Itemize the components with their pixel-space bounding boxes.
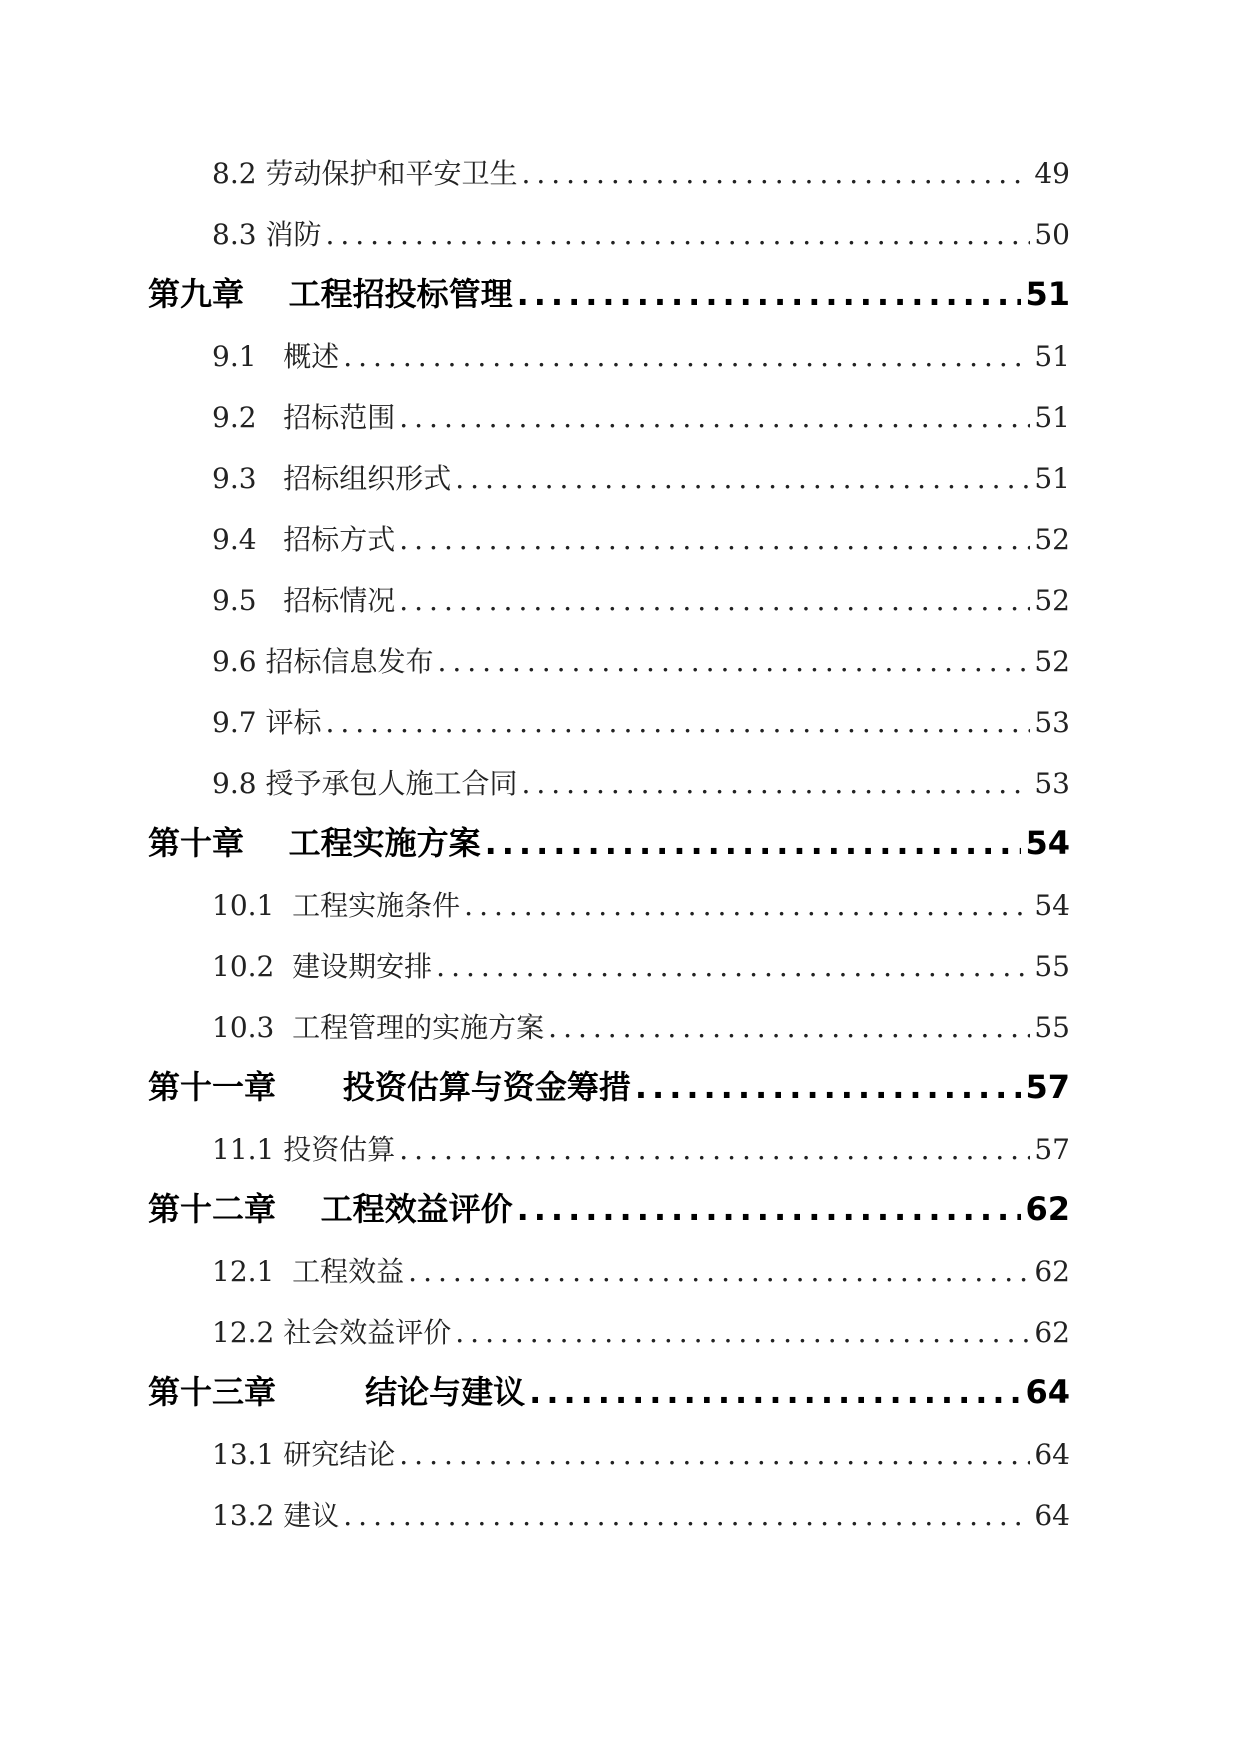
toc-chapter-label: 第十章 工程实施方案 xyxy=(148,823,481,862)
toc-entry-9-4[interactable] xyxy=(0,506,1241,567)
toc-entry-9-1[interactable] xyxy=(0,323,1241,384)
dot-leader xyxy=(521,767,1030,811)
dot-leader xyxy=(325,706,1030,750)
toc-page-number: 52 xyxy=(1034,523,1070,557)
toc-chapter-label: 第九章 工程招投标管理 xyxy=(148,274,513,313)
dot-leader xyxy=(529,1373,1021,1421)
toc-entry-label: 8.3 消防 xyxy=(212,218,322,252)
toc-page-number: 55 xyxy=(1034,950,1070,984)
toc-page-number: 57 xyxy=(1025,1067,1070,1106)
toc-entry-label: 9.8 授予承包人施工合同 xyxy=(212,767,518,801)
toc-chapter-label: 第十三章 结论与建议 xyxy=(148,1372,526,1411)
toc-entry-8-2[interactable] xyxy=(0,140,1241,201)
toc-entry-label: 9.6 招标信息发布 xyxy=(212,645,434,679)
toc-entry-label: 9.5 招标情况 xyxy=(212,584,396,618)
toc-entry-10-1[interactable] xyxy=(0,872,1241,933)
toc-entry-10-2[interactable] xyxy=(0,933,1241,994)
toc-chapter-9[interactable] xyxy=(0,262,1241,323)
toc-entry-11-1[interactable] xyxy=(0,1116,1241,1177)
toc-entry-label: 9.7 评标 xyxy=(212,706,322,740)
dot-leader xyxy=(635,1068,1022,1116)
toc-entry-label: 11.1 投资估算 xyxy=(212,1133,396,1167)
toc-entry-12-1[interactable] xyxy=(0,1238,1241,1299)
dot-leader xyxy=(399,584,1030,628)
toc-chapter-12[interactable] xyxy=(0,1177,1241,1238)
toc-entry-label: 8.2 劳动保护和平安卫生 xyxy=(212,157,518,191)
dot-leader xyxy=(399,523,1030,567)
dot-leader xyxy=(343,340,1030,384)
toc-page-number: 57 xyxy=(1034,1133,1070,1167)
toc-page-number: 54 xyxy=(1034,889,1070,923)
toc-entry-10-3[interactable] xyxy=(0,994,1241,1055)
dot-leader xyxy=(517,1190,1022,1238)
toc-entry-9-3[interactable] xyxy=(0,445,1241,506)
dot-leader xyxy=(399,1133,1030,1177)
toc-page-number: 51 xyxy=(1034,462,1070,496)
toc-page-number: 53 xyxy=(1034,767,1070,801)
dot-leader xyxy=(399,401,1030,445)
toc-chapter-13[interactable] xyxy=(0,1360,1241,1421)
toc-entry-12-2[interactable] xyxy=(0,1299,1241,1360)
toc-entry-label: 10.3 工程管理的实施方案 xyxy=(212,1011,545,1045)
table-of-contents xyxy=(0,140,1241,1543)
toc-page-number: 51 xyxy=(1034,401,1070,435)
dot-leader xyxy=(436,950,1030,994)
toc-page-number: 55 xyxy=(1034,1011,1070,1045)
toc-page-number: 51 xyxy=(1025,274,1070,313)
toc-page-number: 62 xyxy=(1034,1316,1070,1350)
toc-page-number: 64 xyxy=(1034,1499,1070,1533)
toc-entry-label: 13.1 研究结论 xyxy=(212,1438,396,1472)
toc-page-number: 62 xyxy=(1034,1255,1070,1289)
toc-entry-13-1[interactable] xyxy=(0,1421,1241,1482)
toc-entry-8-3[interactable] xyxy=(0,201,1241,262)
toc-page-number: 51 xyxy=(1034,340,1070,374)
toc-entry-label: 9.2 招标范围 xyxy=(212,401,396,435)
toc-entry-13-2[interactable] xyxy=(0,1482,1241,1543)
toc-page-number: 54 xyxy=(1025,823,1070,862)
toc-entry-9-8[interactable] xyxy=(0,750,1241,811)
toc-page-number: 53 xyxy=(1034,706,1070,740)
toc-entry-9-6[interactable] xyxy=(0,628,1241,689)
dot-leader xyxy=(521,157,1030,201)
toc-page-number: 50 xyxy=(1034,218,1070,252)
toc-entry-label: 9.4 招标方式 xyxy=(212,523,396,557)
toc-page-number: 62 xyxy=(1025,1189,1070,1228)
toc-entry-label: 10.2 建设期安排 xyxy=(212,950,433,984)
dot-leader xyxy=(455,1316,1030,1360)
dot-leader xyxy=(325,218,1030,262)
toc-entry-label: 9.3 招标组织形式 xyxy=(212,462,452,496)
dot-leader xyxy=(399,1438,1030,1482)
toc-page-number: 49 xyxy=(1034,157,1070,191)
toc-chapter-10[interactable] xyxy=(0,811,1241,872)
dot-leader xyxy=(455,462,1030,506)
toc-page-number: 64 xyxy=(1025,1372,1070,1411)
toc-entry-label: 10.1 工程实施条件 xyxy=(212,889,461,923)
dot-leader xyxy=(437,645,1030,689)
toc-chapter-label: 第十二章 工程效益评价 xyxy=(148,1189,513,1228)
toc-chapter-11[interactable] xyxy=(0,1055,1241,1116)
toc-page-number: 52 xyxy=(1034,584,1070,618)
toc-entry-9-2[interactable] xyxy=(0,384,1241,445)
dot-leader xyxy=(548,1011,1030,1055)
toc-page-number: 64 xyxy=(1034,1438,1070,1472)
dot-leader xyxy=(464,889,1030,933)
dot-leader xyxy=(408,1255,1030,1299)
toc-entry-label: 9.1 概述 xyxy=(212,340,340,374)
toc-entry-9-7[interactable] xyxy=(0,689,1241,750)
toc-entry-label: 12.1 工程效益 xyxy=(212,1255,405,1289)
dot-leader xyxy=(485,824,1022,872)
toc-chapter-label: 第十一章 投资估算与资金筹措 xyxy=(148,1067,631,1106)
dot-leader xyxy=(343,1499,1030,1543)
toc-entry-label: 13.2 建议 xyxy=(212,1499,340,1533)
toc-entry-9-5[interactable] xyxy=(0,567,1241,628)
toc-page-number: 52 xyxy=(1034,645,1070,679)
toc-entry-label: 12.2 社会效益评价 xyxy=(212,1316,452,1350)
dot-leader xyxy=(517,275,1022,323)
